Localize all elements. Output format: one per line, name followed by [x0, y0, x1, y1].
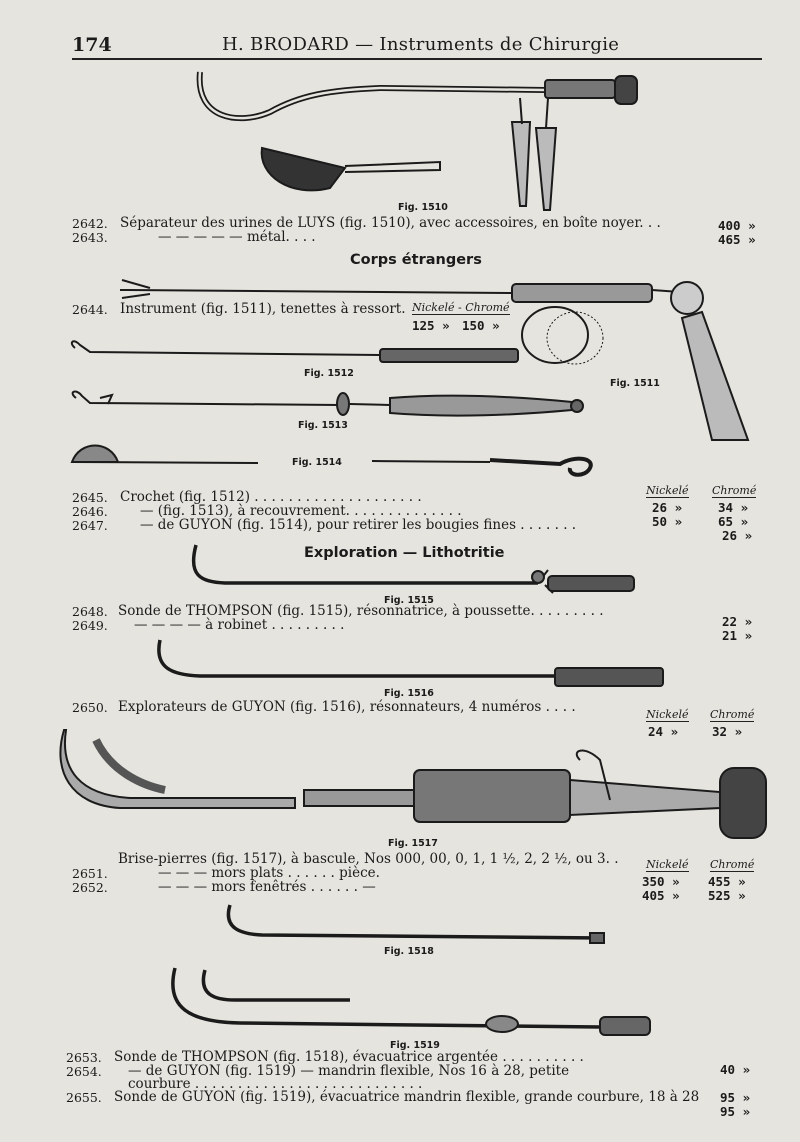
price-nickel: 26 »	[652, 500, 683, 515]
item-description: Sonde de GUYON (fig. 1519), évacuatrice mandrin flexible, grande courbure, 18 à 28	[114, 1089, 700, 1105]
caption-fig-1514: Fig. 1514	[292, 457, 342, 468]
item-number: 2649.	[72, 618, 108, 633]
price-chrome: 34 »	[718, 500, 749, 515]
price-chrome: 150 »	[462, 318, 500, 333]
item-description: Explorateurs de GUYON (fig. 1516), résonnateurs, 4 numéros . . . .	[118, 699, 576, 715]
item-price: 40 »	[720, 1062, 751, 1077]
section-corps-etrangers: Corps étrangers	[350, 252, 482, 268]
item-number: 2644.	[72, 302, 108, 317]
caption-fig-1518: Fig. 1518	[384, 946, 434, 957]
item-number: 2645.	[72, 490, 108, 505]
column-header-chrome: Chromé	[710, 858, 755, 871]
fig-1518-drawing	[228, 905, 604, 943]
column-header-nickel: Nickelé	[646, 484, 689, 497]
caption-fig-1517: Fig. 1517	[388, 838, 438, 849]
caption-fig-1512: Fig. 1512	[304, 368, 354, 379]
caption-fig-1516: Fig. 1516	[384, 688, 434, 699]
column-header-nickel-chrome: Nickelé - Chromé	[412, 301, 510, 314]
fig-1516-drawing	[159, 640, 663, 686]
caption-fig-1513: Fig. 1513	[298, 420, 348, 431]
fig-1513-drawing	[73, 392, 583, 416]
price-nickel: 125 »	[412, 318, 450, 333]
price-nickel: 350 »	[642, 874, 680, 889]
item-number: 2642.	[72, 216, 108, 231]
caption-fig-1510: Fig. 1510	[398, 202, 448, 213]
item-price: 22 »	[722, 614, 753, 629]
price-chrome: 32 »	[712, 724, 743, 739]
item-number: 2651.	[72, 866, 108, 881]
item-description: — — — — à robinet . . . . . . . . .	[134, 617, 345, 633]
item-price: 95 »	[720, 1104, 751, 1119]
column-header-chrome: Chromé	[710, 708, 755, 721]
item-description: Sonde de THOMPSON (fig. 1515), résonnatrice, à poussette. . . . . . . . .	[118, 603, 604, 619]
item-number: 2647.	[72, 518, 108, 533]
item-number: 2648.	[72, 604, 108, 619]
section-exploration: Exploration — Lithotritie	[304, 545, 505, 561]
item-number: 2655.	[66, 1090, 102, 1105]
caption-fig-1519: Fig. 1519	[390, 1040, 440, 1051]
item-number: 2646.	[72, 504, 108, 519]
item-description-continued: courbure . . . . . . . . . . . . . . . . . . . . . . . . . . .	[128, 1076, 423, 1092]
item-description: Séparateur des urines de LUYS (fig. 1510), avec accessoires, en boîte noyer. . .	[120, 215, 661, 231]
item-description: — — — mors plats . . . . . . pièce.	[158, 865, 380, 881]
column-header-nickel: Nickelé	[646, 858, 689, 871]
caption-fig-1511: Fig. 1511	[610, 378, 660, 389]
column-header-chrome: Chromé	[712, 484, 757, 497]
item-description: Sonde de THOMPSON (fig. 1518), évacuatrice argentée . . . . . . . . . .	[114, 1049, 584, 1065]
item-description: — de GUYON (fig. 1514), pour retirer les bougies fines . . . . . . .	[140, 517, 577, 533]
item-description: — — — mors fenêtrés . . . . . . —	[158, 879, 376, 895]
item-number: 2654.	[66, 1064, 102, 1079]
caption-fig-1515: Fig. 1515	[384, 595, 434, 606]
fig-1510-drawing	[200, 72, 637, 210]
price-chrome: 65 »	[718, 514, 749, 529]
page-header-title: H. BRODARD — Instruments de Chirurgie	[222, 34, 620, 55]
fig-1517-drawing	[60, 730, 766, 838]
item-number: 2650.	[72, 700, 108, 715]
column-header-nickel: Nickelé	[646, 708, 689, 721]
item-description: Crochet (fig. 1512) . . . . . . . . . . . . . . . . . . . .	[120, 489, 422, 505]
price-nickel: 24 »	[648, 724, 679, 739]
item-price: 400 »	[718, 218, 756, 233]
item-price: 26 »	[722, 528, 753, 543]
item-description: — de GUYON (fig. 1519) — mandrin flexible, Nos 16 à 28, petite	[128, 1063, 570, 1079]
price-chrome: 455 »	[708, 874, 746, 889]
item-description: — (fig. 1513), à recouvrement. . . . . . . . . . . . . .	[140, 503, 462, 519]
item-price: 21 »	[722, 628, 753, 643]
price-nickel: 405 »	[642, 888, 680, 903]
price-chrome: 525 »	[708, 888, 746, 903]
fig-1519-drawing	[173, 968, 650, 1035]
item-price: 465 »	[718, 232, 756, 247]
item-number: 2643.	[72, 230, 108, 245]
item-number: 2652.	[72, 880, 108, 895]
item-price: 95 »	[720, 1090, 751, 1105]
price-nickel: 50 »	[652, 514, 683, 529]
fig-1512-drawing	[72, 341, 518, 362]
page-number: 174	[72, 34, 112, 56]
item-description: Instrument (fig. 1511), tenettes à ressort.	[120, 301, 406, 317]
item-number: 2653.	[66, 1050, 102, 1065]
item-description: — — — — — métal. . . .	[158, 229, 316, 245]
item-description: Brise-pierres (fig. 1517), à bascule, Nos 000, 00, 0, 1, 1 ½, 2, 2 ½, ou 3. .	[118, 851, 619, 867]
